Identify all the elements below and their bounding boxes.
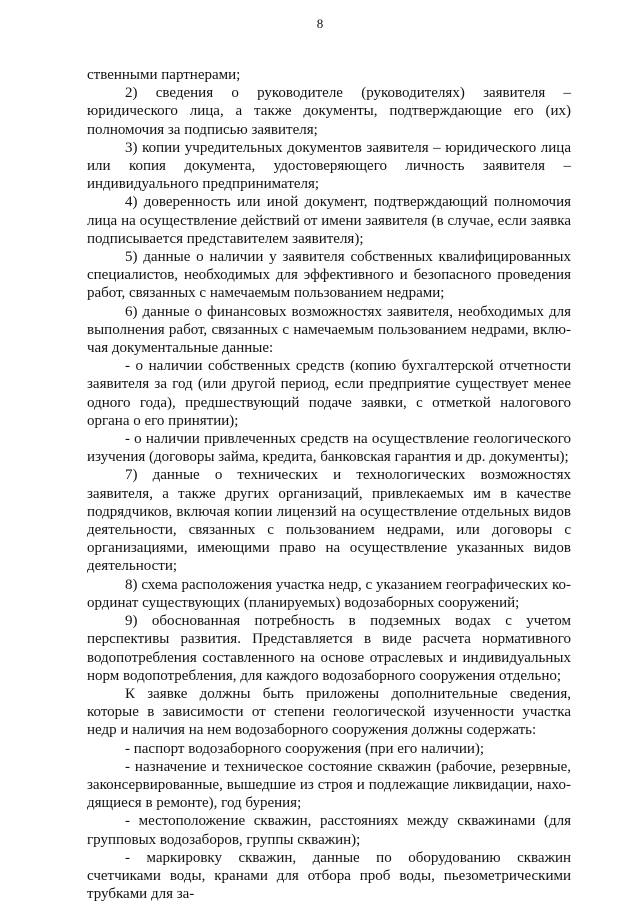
paragraph-item-9: 9) обоснованная потребность в подземных водах с учетом перспективы развития. Представляется в виде расчета нормативного водопотребления составленного на основе отраслевых и индивидуальных норм водопотребления, для каждого водозаборного сооружения отдельно; — [87, 613, 571, 684]
document-body — [87, 66, 571, 903]
paragraph-additional-info: К заявке должны быть приложены дополнительные сведения, которые в зависимости от степени геологической изученности участка недр и наличия на нем водозаборного сооружения должны содержать: — [87, 685, 571, 739]
paragraph-wells-marking: - маркировку скважин, данные по оборудованию скважин счетчиками воды, кранами для отбора проб воды, пьезометрическими трубками для за- — [87, 849, 571, 903]
paragraph-item-6: 6) данные о финансовых возможностях заявителя, необходимых для выполнения работ, связанных с намечаемым пользованием недрами, включая документальные данные: — [87, 303, 571, 357]
paragraph-item-8: 8) схема расположения участка недр, с указанием географических координат существующих (планируемых) водозаборных сооружений; — [87, 576, 571, 611]
paragraph-borrowed-funds: - о наличии привлеченных средств на осуществление геологического изучения (договоры займа, кредита, банковская гарантия и др. документы); — [87, 431, 571, 466]
paragraph-item-5: 5) данные о наличии у заявителя собственных квалифицированных специалистов, необходимых для эффективного и безопасного проведения работ, связанных с намечаемым пользованием недрами; — [87, 249, 571, 302]
paragraph-item-2: 2) сведения о руководителе (руководителях) заявителя – юридического лица, а также документы, подтверждающие его (их) полномочия за подписью заявителя; — [87, 85, 571, 138]
page-number: 8 — [316, 16, 324, 31]
paragraph-item-3: 3) копии учредительных документов заявителя – юридического лица или копия документа, удостоверяющего личность заявителя – индивидуального предпринимателя; — [87, 139, 571, 193]
paragraph-passport: - паспорт водозаборного сооружения (при его наличии); — [125, 740, 485, 757]
paragraph-item-7: 7) данные о технических и технологических возможностях заявителя, а также других организаций, привлекаемых им в качестве подрядчиков, включая копии лицензий на осуществление отдельных видов деятельности, связанных с пользованием недрами, или договоры с организациями, имеющими право на осуществление указанных видов деятельности; — [87, 467, 571, 575]
paragraph-wells-state: - назначение и техническое состояние скважин (рабочие, резервные, законсервированные, вышедшие из строя и подлежащие ликвидации, находящиеся в ремонте), год бурения; — [87, 758, 571, 812]
paragraph-wells-location: - местоположение скважин, расстояниях между скважинами (для групповых водозаборов, группы скважин); — [87, 813, 571, 848]
paragraph-partners: ственными партнерами; — [87, 67, 241, 83]
paragraph-own-funds: - о наличии собственных средств (копию бухгалтерской отчетности заявителя за год (или другой период, если предприятие существует менее одного года), предшествующий подаче заявки, с отметкой налогового органа о его принятии); — [87, 358, 571, 429]
paragraph-item-4: 4) доверенность или иной документ, подтверждающий полномочия лица на осуществление действий от имени заявителя (в случае, если заявка подписывается представителем заявителя); — [87, 194, 571, 247]
